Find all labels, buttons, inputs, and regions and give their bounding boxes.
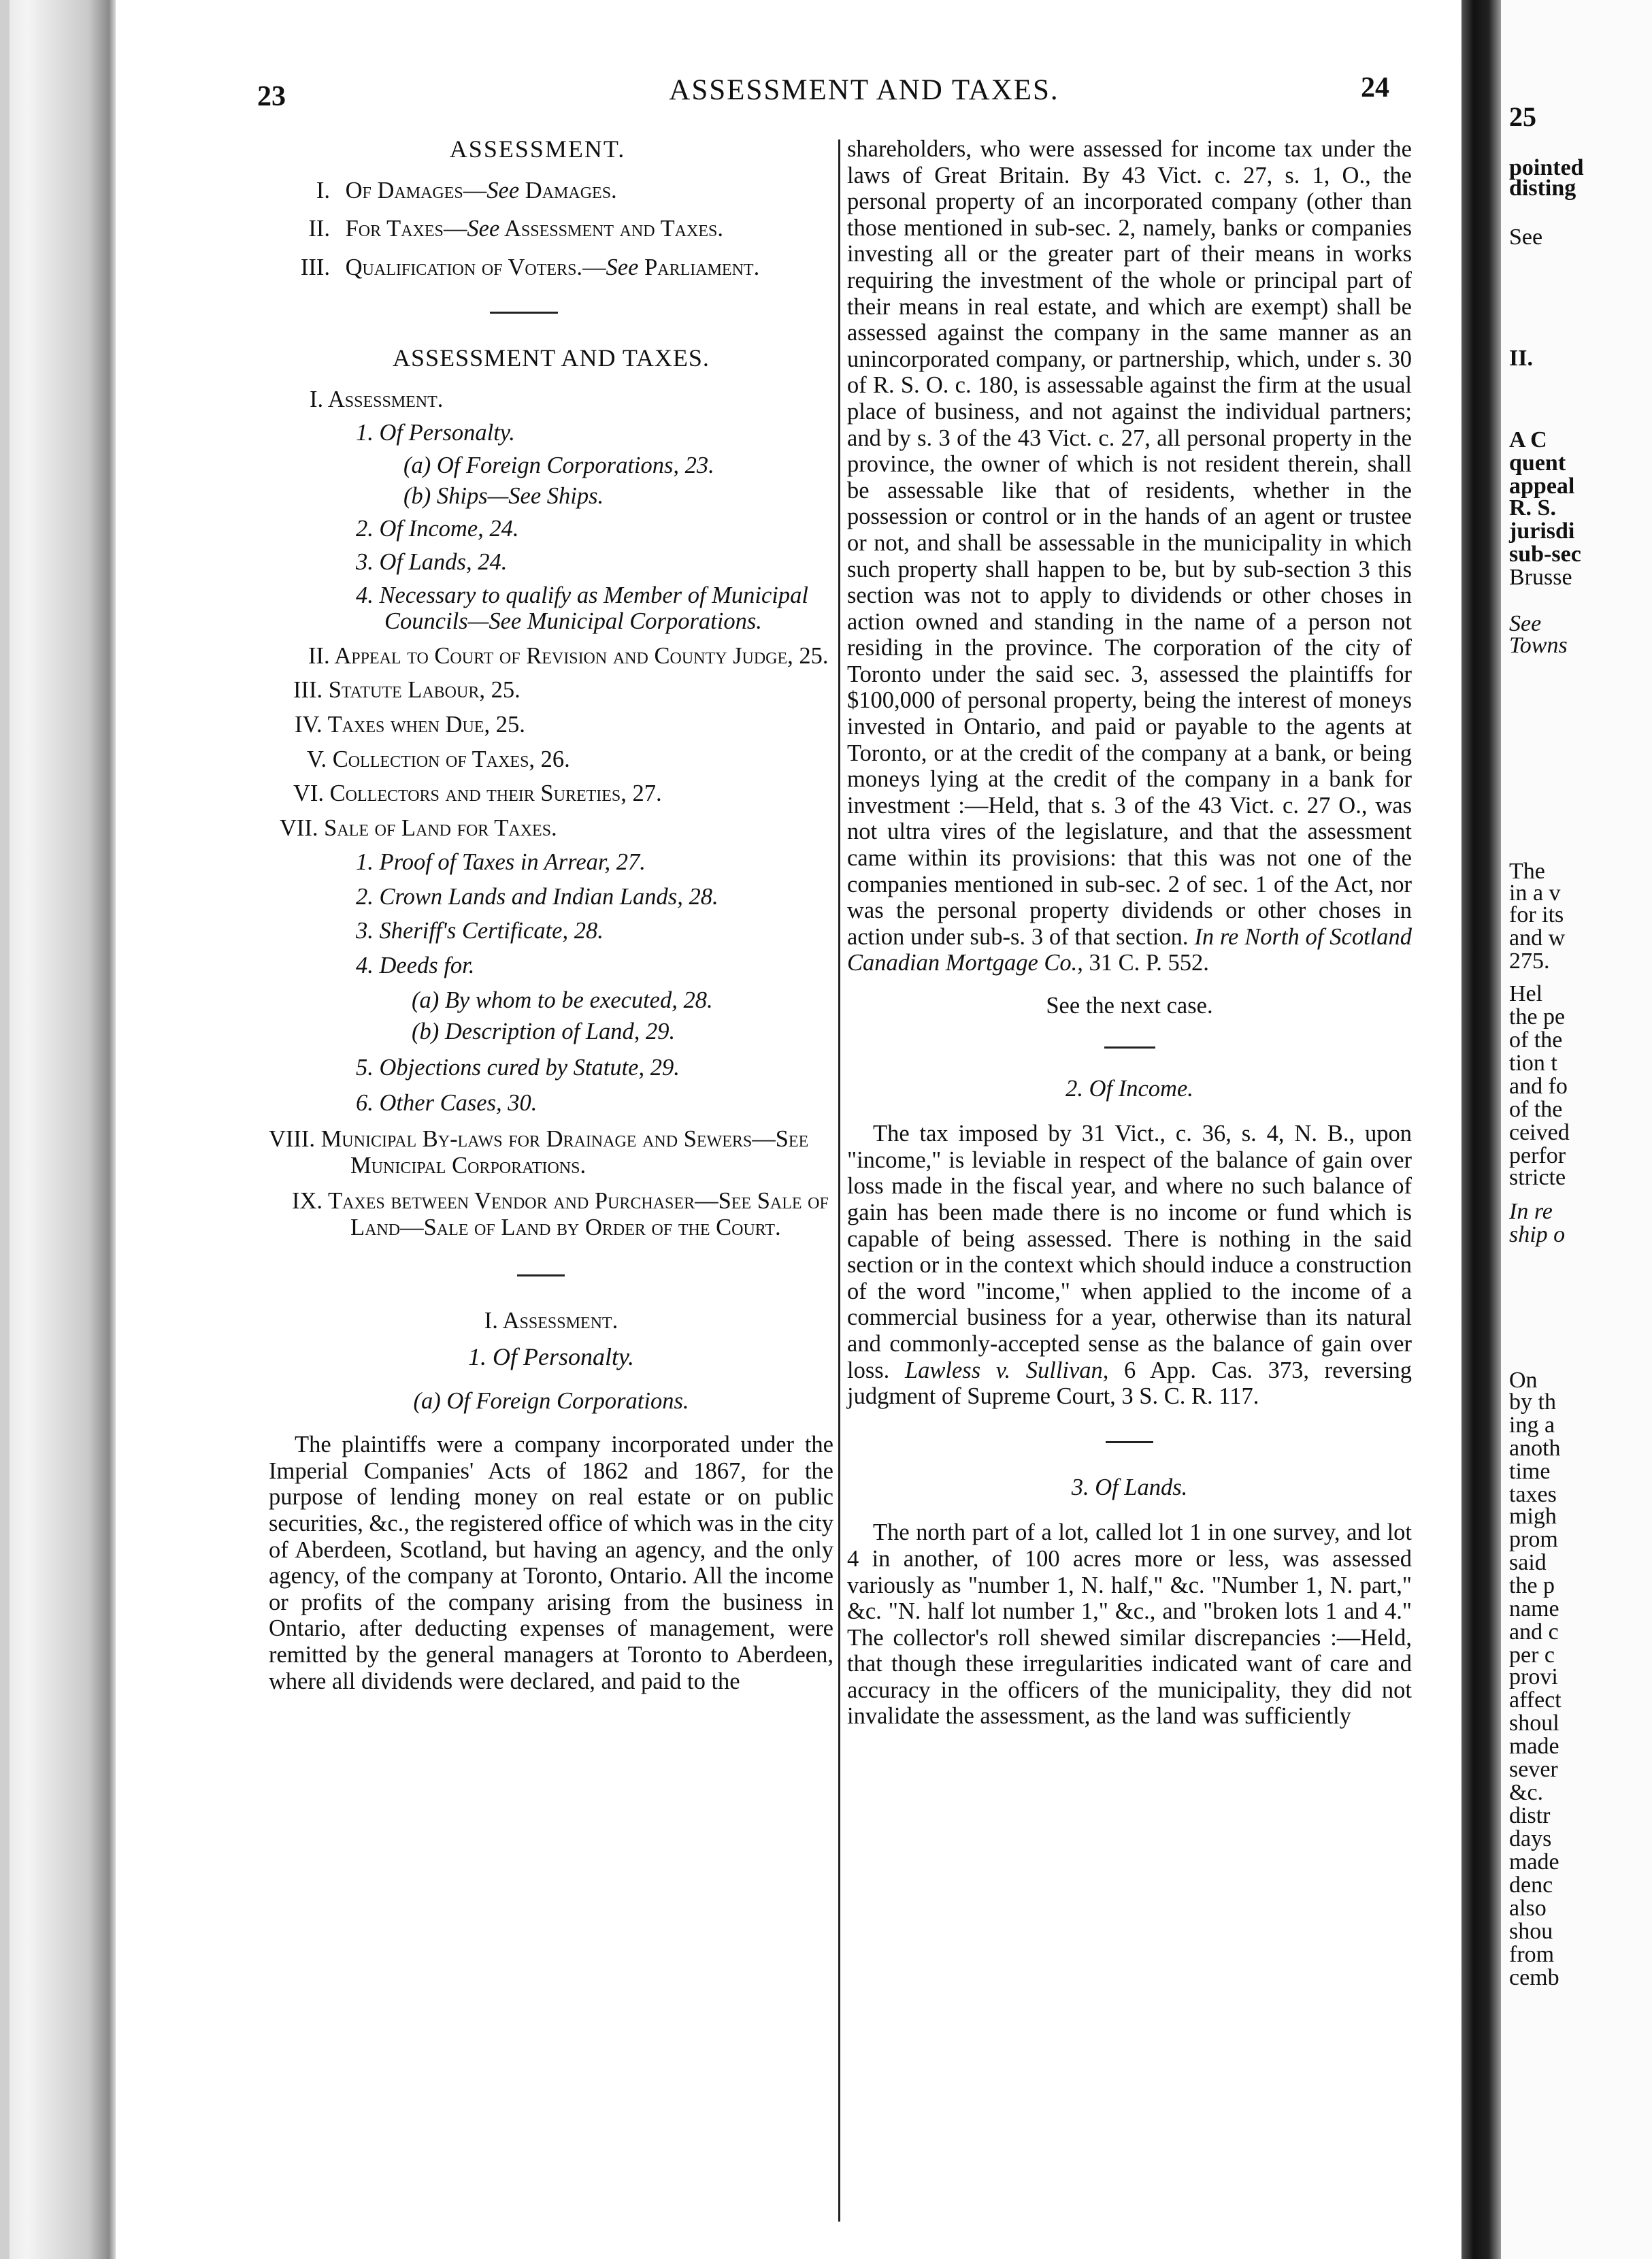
next-page-fragment: pointed xyxy=(1509,155,1584,180)
next-page-fragment: migh xyxy=(1509,1504,1557,1529)
toc-vii-4a: (a) By whom to be executed, 28. xyxy=(412,987,713,1013)
running-head-title: ASSESSMENT AND TAXES. xyxy=(669,74,1059,106)
page-number-next: 25 xyxy=(1509,101,1536,132)
xref-item-1: I. Of Damages—See Damages. xyxy=(316,177,617,203)
toc-vii: VII. Sale of Land for Taxes. xyxy=(280,814,557,841)
toc-vii-6: 6. Other Cases, 30. xyxy=(356,1090,538,1117)
next-page-fragment: days xyxy=(1509,1826,1552,1851)
next-page-fragment: Brusse xyxy=(1509,565,1572,590)
toc-vii-1: 1. Proof of Taxes in Arrear, 27. xyxy=(356,849,646,876)
next-page-fragment: in a v xyxy=(1509,880,1561,906)
toc-i-1: 1. Of Personalty. xyxy=(356,419,515,446)
next-page-fragment: A C xyxy=(1509,427,1547,452)
section-divider-3 xyxy=(1104,1046,1155,1049)
next-page-fragment: R. S. xyxy=(1509,495,1556,521)
xref-item-2: II. For Taxes—See Assessment and Taxes. xyxy=(308,216,723,242)
toc-vii-4: 4. Deeds for. xyxy=(356,953,475,979)
book-gutter xyxy=(1461,0,1501,2259)
toc-i-3: 3. Of Lands, 24. xyxy=(356,548,508,575)
next-page-fragment: distr xyxy=(1509,1803,1551,1828)
see-next-case: See the next case. xyxy=(1046,993,1213,1019)
next-page-fragment: and c xyxy=(1509,1619,1559,1645)
section-divider-4 xyxy=(1106,1441,1153,1443)
next-page-fragment: See xyxy=(1509,225,1543,250)
toc-iv: IV. Taxes when Due, 25. xyxy=(295,711,525,738)
next-page-fragment: Towns xyxy=(1509,633,1568,658)
foreign-corporations-paragraph: The plaintiffs were a company incorporated under the Imperial Companies' Acts of 1862 and 1867, for the purpose of lending money on real estate or on public securities, &c., the registered office of which was in the city of Aberdeen, Scotland, but having an agency, and the only agency, of the company at Toronto, Ontario. All the income or profits of the company arising from the business in Ontario, after deducting expenses of management, were remitted by the general managers at Toronto to Aberdeen, where all dividends were declared, and paid to the xyxy=(269,1432,833,1694)
scan-left-margin xyxy=(0,0,116,2259)
north-scotland-paragraph: shareholders, who were assessed for income tax under the laws of Great Britain. By 43 Vict. c. 27, s. 1, O., the personal property of an incorporated company (other than those mentioned in sub-sec. 2, namely, banks or companies investing all or the greater part of their means in works requiring the investment of the whole or principal part of their means in real estate, and which are exempt) shall be assessed against the company in the same manner as an unincorporated company, or partnership, which, under s. 30 of R. S. O. c. 180, is assessable against the firm at the usual place of business, and not against the individual partners; and by s. 3 of the 43 Vict. c. 27, all personal property in the province, the owner of which is not resident therein, shall be assessable like that of residents, whether in the possession or control or in the hands of an agent or trustee or not, and shall be assessable in the municipality in which such property shall happen to be, but by sub-section 3 this section was not to apply to dividends or other choses in action owned and standing in the name of a person not residing in the province. The corporation of the city of Toronto under the said sec. 3, assessed the plaintiffs for $100,000 of personal property, being the interest of moneys invested in Ontario, and paid or payable to the agents at Toronto, or at the credit of the company at a bank, or being moneys lying at the credit of the company in a bank for investment :—Held, that s. 3 of the 43 Vict. c. 27 O., was not ultra vires of the legislature, and that the assessment came within its provisions: that this was not one of the companies mentioned in sub-sec. 2 of sec. 1 of the Act, nor was the personal property dividends or other choses in action under sub-s. 3 of that section. In re North of Scotland Canadian Mortgage Co., 31 C. P. 552. xyxy=(847,136,1413,976)
toc-vii-2: 2. Crown Lands and Indian Lands, 28. xyxy=(356,883,718,910)
next-page-fragment: per c xyxy=(1509,1643,1555,1668)
xref-item-3: III. Qualification of Voters.—See Parliament. xyxy=(300,254,760,280)
toc-i-4: 4. Necessary to qualify as Member of Municipal Councils—See Municipal Corporations. xyxy=(356,582,808,635)
section-divider xyxy=(490,312,558,314)
next-page-fragment: On xyxy=(1509,1368,1538,1393)
next-page-fragment: provi xyxy=(1509,1664,1558,1689)
next-page-fragment: sever xyxy=(1509,1757,1558,1782)
next-page-fragment: jurisdi xyxy=(1509,518,1575,544)
assessment-heading: ASSESSMENT. xyxy=(449,135,626,163)
next-page-fragment: &c. xyxy=(1509,1780,1544,1805)
toc-viii: VIII. Municipal By-laws for Drainage and Sewers—See Municipal Corporations. xyxy=(269,1126,809,1178)
section-i-subsub: (a) Of Foreign Corporations. xyxy=(413,1387,689,1414)
next-page-fragment: the pe xyxy=(1509,1004,1566,1029)
next-page-fragment: also xyxy=(1509,1896,1547,1921)
next-page-fragment: Hel xyxy=(1509,981,1543,1006)
next-page-fragment: denc xyxy=(1509,1873,1553,1898)
next-page-fragment: ship o xyxy=(1509,1222,1566,1247)
toc-vi: VI. Collectors and their Sureties, 27. xyxy=(293,780,662,807)
next-page-fragment: quent xyxy=(1509,450,1566,476)
next-page-fragment: shoul xyxy=(1509,1711,1559,1736)
toc-vii-5: 5. Objections cured by Statute, 29. xyxy=(356,1054,680,1081)
next-page-fragment: for its xyxy=(1509,902,1564,927)
next-page-fragment: tion t xyxy=(1509,1051,1557,1076)
page-number-left: 23 xyxy=(257,81,286,112)
next-page-fragment: affect xyxy=(1509,1687,1562,1713)
next-page-fragment: and fo xyxy=(1509,1074,1568,1099)
next-page-fragment: from xyxy=(1509,1942,1555,1967)
toc-ii: II. Appeal to Court of Revision and County Judge, 25. xyxy=(308,642,829,669)
page-number-right: 24 xyxy=(1361,72,1389,103)
next-page-fragment: 275. xyxy=(1509,949,1550,974)
next-page-fragment: of the xyxy=(1509,1027,1563,1053)
next-page-fragment: ing a xyxy=(1509,1413,1555,1438)
next-page-fragment: perfor xyxy=(1509,1143,1566,1168)
next-page-fragment: See xyxy=(1509,611,1542,636)
next-page-fragment: time xyxy=(1509,1459,1551,1484)
next-page-fragment: prom xyxy=(1509,1527,1558,1552)
next-page-fragment: made xyxy=(1509,1734,1559,1759)
next-page-fragment: taxes xyxy=(1509,1482,1557,1507)
left-column xyxy=(269,136,833,1694)
next-page-fragment: sub-sec xyxy=(1509,542,1581,567)
next-page-fragment: anoth xyxy=(1509,1436,1561,1461)
toc-i-2: 2. Of Income, 24. xyxy=(356,516,519,542)
next-page-fragment: The xyxy=(1509,859,1545,884)
lands-heading: 3. Of Lands. xyxy=(1071,1474,1188,1500)
toc-vii-3: 3. Sheriff's Certificate, 28. xyxy=(356,918,604,944)
next-page-fragment: made xyxy=(1509,1849,1559,1875)
toc-i-1b: (b) Ships—See Ships. xyxy=(403,482,604,509)
toc-iii: III. Statute Labour, 25. xyxy=(293,677,521,704)
income-heading: 2. Of Income. xyxy=(1065,1075,1193,1102)
next-page-fragment: the p xyxy=(1509,1573,1555,1598)
lands-paragraph: The north part of a lot, called lot 1 in one survey, and lot 4 in another, of 100 acres more or less, was assessed variously as "number 1, N. half," &c. "Number 1, N. part," &c. "N. half lot number 1," &c., and "broken lots 1 and 4." The collector's roll shewed similar discrepancies :—Held, that though these irregularities indicated want of care and accuracy in the officers of the municipality, they did not invalidate the assessment, as the land was sufficiently xyxy=(847,1519,1412,1730)
next-page-fragment: stricte xyxy=(1509,1165,1566,1190)
next-page-fragment: appeal xyxy=(1509,474,1575,499)
next-page-fragment: shou xyxy=(1509,1919,1553,1944)
toc-v: V. Collection of Taxes, 26. xyxy=(307,746,570,772)
next-page-fragment: cemb xyxy=(1509,1965,1559,1990)
toc-i: I. Assessment. xyxy=(310,386,444,412)
toc-vii-4b: (b) Description of Land, 29. xyxy=(412,1019,676,1045)
section-divider-2 xyxy=(517,1274,565,1276)
next-page-fragment: of the xyxy=(1509,1097,1563,1122)
income-paragraph: The tax imposed by 31 Vict., c. 36, s. 4, N. B., upon "income," is leviable in respect of the balance of gain over loss made in the fiscal year, and where no such balance of gain has been made there is no income or fund which is capable of being assessed. There is nothing in the said section or in the context which should induce a construction of the word "income," when applied to the income of a commercial business for a year, otherwise than its natural and commonly-accepted sense as the balance of gain over loss. Lawless v. Sullivan, 6 App. Cas. 373, reversing judgment of Supreme Court, 3 S. C. R. 117. xyxy=(847,1121,1412,1410)
next-page-fragment: In re xyxy=(1509,1199,1553,1224)
right-column xyxy=(847,136,1412,1730)
toc-i-1a: (a) Of Foreign Corporations, 23. xyxy=(403,452,714,479)
contents-heading: ASSESSMENT AND TAXES. xyxy=(393,344,710,372)
next-page-fragment: II. xyxy=(1509,346,1533,371)
next-page-fragment: ceived xyxy=(1509,1120,1570,1145)
section-i-sub: 1. Of Personalty. xyxy=(468,1343,634,1370)
section-i-heading: I. Assessment. xyxy=(484,1308,618,1334)
column-rule xyxy=(838,139,840,2222)
next-page-fragment: name xyxy=(1509,1596,1559,1621)
next-page-fragment: by th xyxy=(1509,1389,1556,1415)
next-page-fragment: disting xyxy=(1509,176,1576,201)
next-page-fragment: said xyxy=(1509,1550,1547,1575)
scan-left-edge-line xyxy=(0,0,10,2259)
toc-ix: IX. Taxes between Vendor and Purchaser—See Sale of Land—Sale of Land by Order of the Court. xyxy=(292,1188,829,1240)
next-page-fragment: and w xyxy=(1509,925,1566,951)
